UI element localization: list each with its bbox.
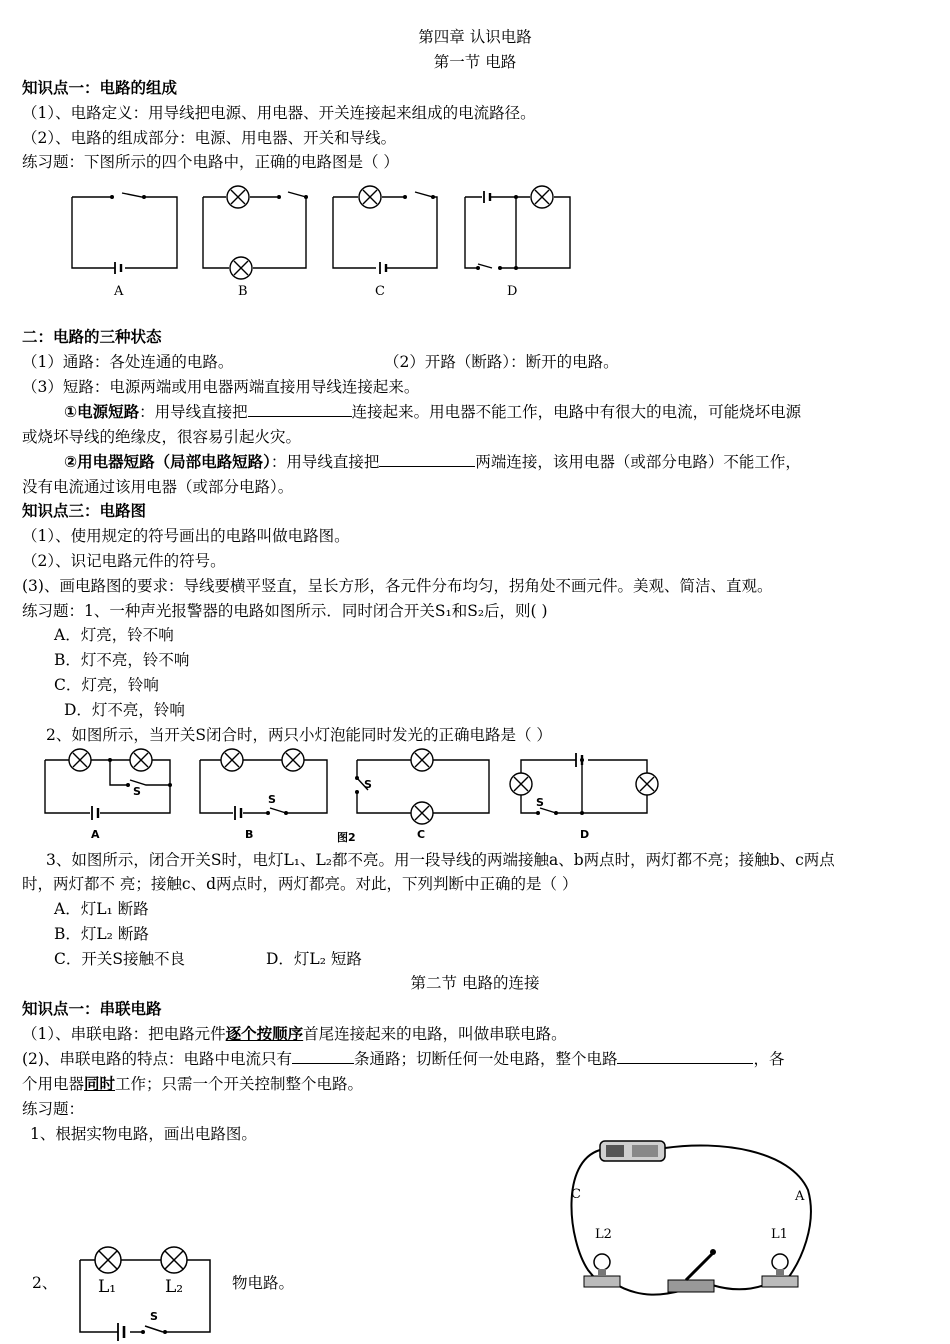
source-short-heading: ①电源短路: [64, 403, 140, 421]
symbols-line: （2）、识记电路元件的符号。: [22, 552, 226, 570]
emphasis-text: 逐个按顺序: [225, 1025, 304, 1043]
requirements-line: (3)、画电路图的要求：导线要横平竖直，呈长方形，各元件分布均匀，拐角处不画元件。美观、简洁、直观。: [22, 577, 773, 595]
fig2-switch-b: S: [268, 793, 276, 806]
series-def-line: （1）、串联电路：把电路元件逐个按顺序首尾连接起来的电路，叫做串联电路。: [22, 1025, 567, 1043]
knowledge-point-heading: 知识点三：电路图: [22, 502, 147, 520]
fig2-switch-d: S: [536, 796, 544, 809]
section-title: 第一节 电路: [433, 53, 517, 71]
exercise-4-2-suffix: 物电路。: [232, 1274, 295, 1292]
fig1-label-b: B: [238, 284, 248, 299]
exercise-question: 练习题：下图所示的四个电路中，正确的电路图是（ ）: [22, 153, 399, 171]
exercise-1: 练习题：1、一种声光报警器的电路如图所示．同时闭合开关S₁和S₂后，则( ): [22, 602, 548, 620]
knowledge-point-heading: 知识点一：电路的组成: [22, 79, 178, 97]
option-b: B．灯L₂ 断路: [54, 925, 149, 943]
components-line: （2）、电路的组成部分：电源、用电器、开关和导线。: [22, 129, 397, 147]
exercise-4-2-prefix: 2、: [32, 1274, 58, 1292]
exercise-heading: 练习题：: [22, 1100, 85, 1118]
state-open: （2）开路（断路）：断开的电路。: [384, 353, 619, 371]
knowledge-point-heading: 知识点一：串联电路: [22, 1000, 162, 1018]
fig2-caption: 图2: [337, 831, 356, 844]
exercise-3-line-1: 3、如图所示，闭合开关S时，电灯L₁、L₂都不亮。用一段导线的两端接触a、b两点时，两灯都不亮；接触b、c两点: [46, 851, 835, 869]
section-title: 第二节 电路的连接: [410, 974, 540, 992]
chapter-title: 第四章 认识电路: [418, 28, 532, 46]
option-a: A．灯亮，铃不响: [54, 626, 174, 644]
section-heading: 二：电路的三种状态: [22, 328, 162, 346]
diagram-def: （1）、使用规定的符号画出的电路叫做电路图。: [22, 527, 350, 545]
exercise-3-line-2: 时，两灯都不 亮；接触c、d两点时，两灯都亮。对此，下列判断中正确的是（ ）: [22, 875, 578, 893]
photo-label-c: C: [571, 1187, 581, 1202]
option-c: C．灯亮，铃响: [54, 676, 159, 694]
photo-label-l2: L2: [595, 1227, 612, 1242]
fig1-label-c: C: [375, 284, 385, 299]
appliance-short-cont: 没有电流通过该用电器（或部分电路）。: [22, 478, 294, 496]
fig3-label-l2: L₂: [165, 1277, 184, 1297]
fig2-label-a: A: [91, 828, 100, 841]
fig3-label-s: S: [150, 1310, 158, 1323]
fig2-label-d: D: [580, 828, 590, 841]
fig2-label-c: C: [417, 828, 426, 841]
series-feature-line: (2)、串联电路的特点：电路中电流只有 条通路；切断任何一处电路，整个电路 ，各: [22, 1050, 785, 1068]
source-short-cont: 或烧坏导线的绝缘皮，很容易引起火灾。: [22, 428, 302, 446]
fig2-switch-a: S: [133, 785, 141, 798]
source-short-line: ①电源短路：用导线直接把 连接起来。用电器不能工作，电路中有很大的电流，可能烧坏电源: [64, 403, 802, 421]
exercise-2: 2、如图所示，当开关S闭合时，两只小灯泡能同时发光的正确电路是（ ）: [46, 726, 552, 744]
appliance-short-line: ②用电器短路（局部电路短路）：用导线直接把 两端连接，该用电器（或部分电路）不能工作，: [64, 453, 801, 471]
option-d: D．灯不亮，铃响: [64, 701, 185, 719]
exercise-4-1: 1、根据实物电路，画出电路图。: [30, 1125, 257, 1143]
appliance-short-heading: ②用电器短路（局部电路短路）: [64, 453, 271, 471]
state-closed: （1）通路：各处连通的电路。: [22, 353, 234, 371]
fig1-label-d: D: [507, 284, 518, 299]
option-b: B．灯不亮，铃不响: [54, 651, 190, 669]
fig2-switch-c: S: [364, 778, 372, 791]
option-c: C．开关S接触不良: [54, 950, 185, 968]
fig1-label-a: A: [114, 284, 124, 299]
series-feature-cont: 个用电器同时工作；只需一个开关控制整个电路。: [22, 1075, 364, 1093]
emphasis-text: 同时: [84, 1075, 116, 1093]
fig3-label-l1: L₁: [98, 1277, 117, 1297]
photo-label-l1: L1: [771, 1227, 788, 1242]
state-short: （3）短路：电源两端或用电器两端直接用导线连接起来。: [22, 378, 420, 396]
option-d: D．灯L₂ 短路: [266, 950, 362, 968]
option-a: A．灯L₁ 断路: [54, 900, 149, 918]
fig2-label-b: B: [245, 828, 254, 841]
photo-label-a: A: [795, 1189, 805, 1204]
definition-line: （1）、电路定义：用导线把电源、用电器、开关连接起来组成的电流路径。: [22, 104, 536, 122]
